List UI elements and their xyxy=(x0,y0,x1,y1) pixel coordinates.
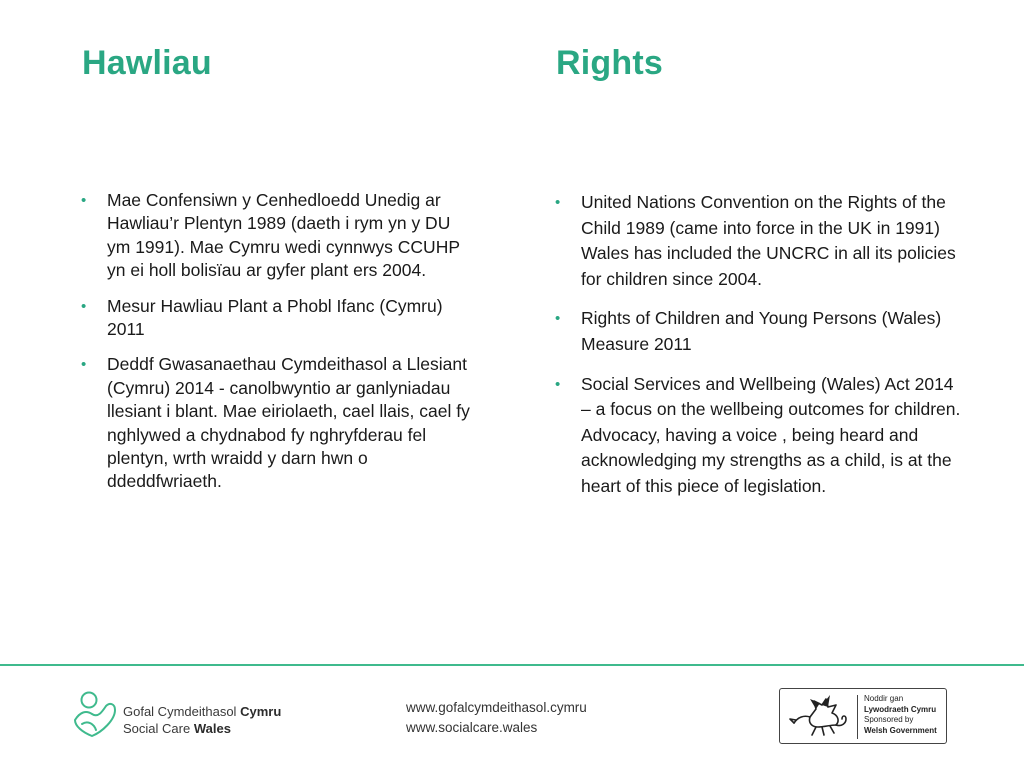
bullet-text: Mae Confensiwn y Cenhedloedd Unedig ar Hawliau’r Plentyn 1989 (daeth i rym yn y DU ym 1991). Mae Cymru wedi cynnwys CCUHP yn ei holl bolisïau ar gyfer plant ers 2004. xyxy=(107,190,460,281)
footer-links xyxy=(406,698,587,738)
bullet-text: Deddf Gwasanaethau Cymdeithasol a Llesiant (Cymru) 2014 - canolbwyntio ar ganlyniadau llesiant i blant. Mae eiriolaeth, cael llais, cael fy nghlywed a chydnabod fy nghryfderau fel plentyn, wrth wraidd y darn hwn o ddeddfwriaeth. xyxy=(107,354,470,492)
badge-divider xyxy=(857,695,858,739)
social-care-wales-logo xyxy=(72,690,292,740)
bullet-item xyxy=(78,353,478,493)
bullet-item xyxy=(552,190,962,292)
bullet-icon: • xyxy=(81,356,87,374)
bullet-text: Social Services and Wellbeing (Wales) Act 2014 – a focus on the wellbeing outcomes for children. Advocacy, having a voice , being heard and acknowledging my strengths as a child, is at the heart of this piece of legislation. xyxy=(581,373,961,496)
link-english-site[interactable]: www.socialcare.wales xyxy=(406,720,538,735)
bullet-item xyxy=(78,189,478,283)
bullet-icon: • xyxy=(555,375,561,393)
bullet-icon: • xyxy=(555,194,561,211)
bullet-item xyxy=(552,306,962,357)
bullet-icon: • xyxy=(81,297,87,315)
welsh-government-badge xyxy=(779,688,947,744)
gov-sponsor-text: Noddir gan Lywodraeth Cymru Sponsored by Welsh Government xyxy=(864,694,937,735)
bullet-text: United Nations Convention on the Rights of the Child 1989 (came into force in the UK in 1991) Wales has included the UNCRC in all its policies for children since 2004. xyxy=(581,192,956,289)
title-english: Rights xyxy=(556,44,663,82)
bullet-text: Mesur Hawliau Plant a Phobl Ifanc (Cymru) 2011 xyxy=(107,295,443,340)
welsh-dragon-icon xyxy=(786,693,852,739)
bullet-item xyxy=(552,372,962,500)
bullet-text: Rights of Children and Young Persons (Wales) Measure 2011 xyxy=(581,308,942,354)
bullet-icon: • xyxy=(81,192,87,209)
logo-wordmark: Gofal Cymdeithasol Cymru Social Care Wales xyxy=(123,704,282,736)
link-welsh-site[interactable]: www.gofalcymdeithasol.cymru xyxy=(406,700,587,715)
bullet-icon: • xyxy=(555,310,561,328)
social-care-wales-logo-icon xyxy=(72,690,118,738)
footer-divider xyxy=(0,664,1024,666)
bullet-list-english xyxy=(552,190,962,514)
bullet-item xyxy=(78,295,478,342)
title-welsh: Hawliau xyxy=(82,44,212,82)
bullet-list-welsh xyxy=(78,189,478,506)
